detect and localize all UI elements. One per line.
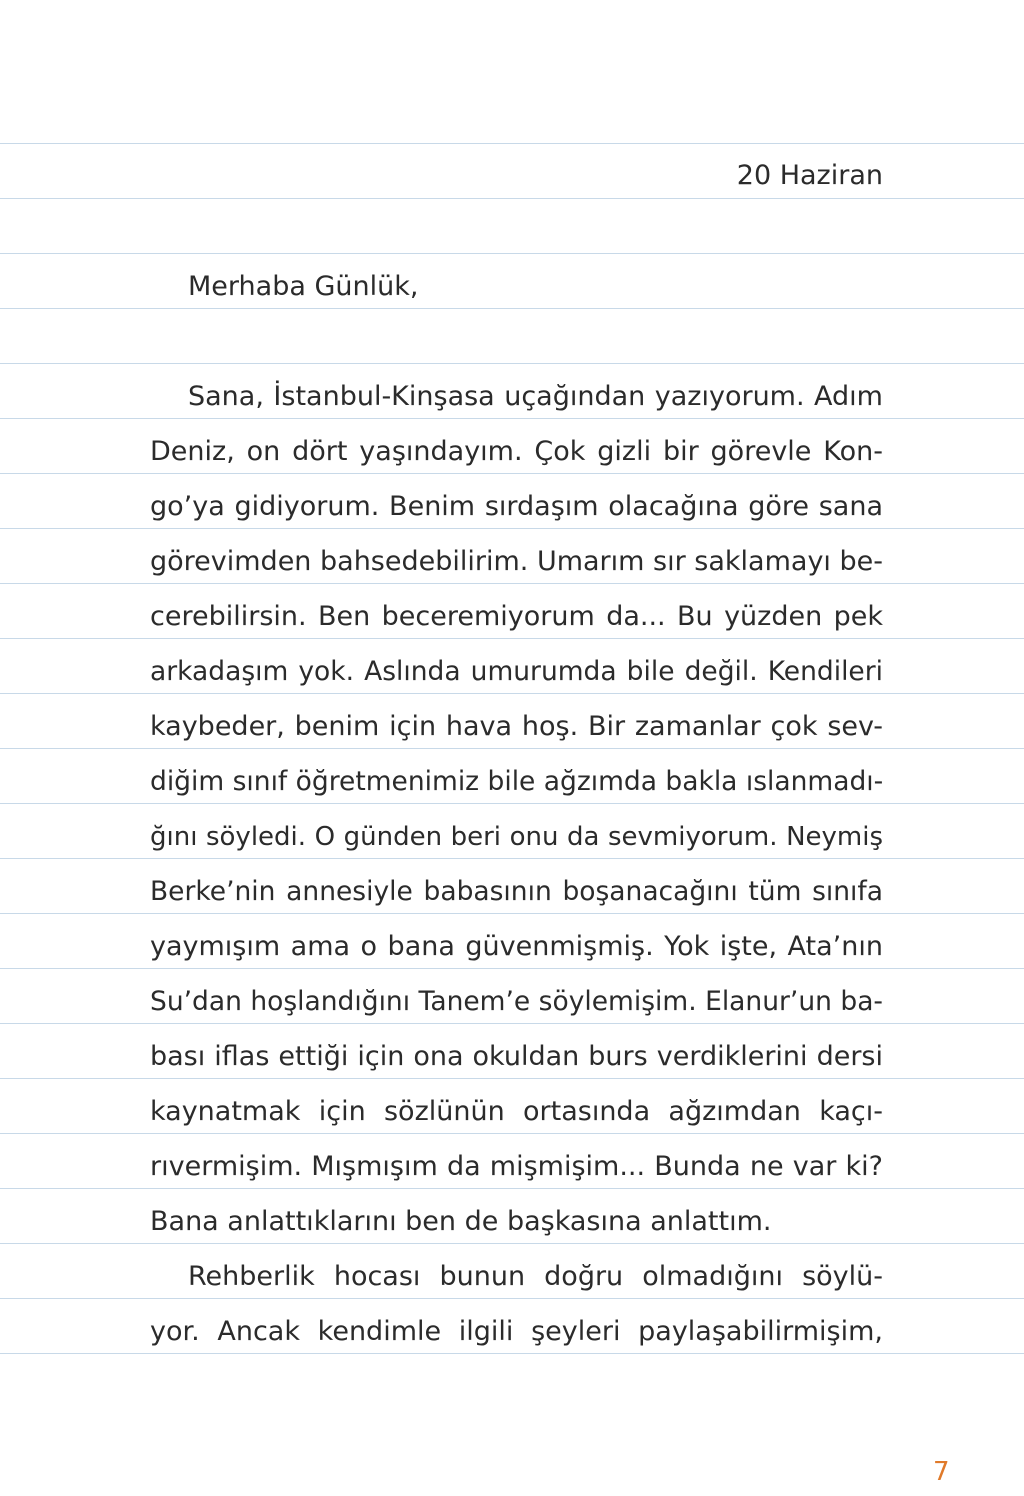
ruled-line <box>0 528 1024 529</box>
ruled-line <box>0 968 1024 969</box>
ruled-line <box>0 418 1024 419</box>
ruled-line <box>0 913 1024 914</box>
text-line: görevimden bahsedebilirim. Umarım sır saklamayı be- <box>150 546 883 577</box>
text-line: Berke’nin annesiyle babasının boşanacağını tüm sınıfa <box>150 876 883 907</box>
text-line: bası iflas ettiği için ona okuldan burs verdiklerini dersi <box>150 1041 883 1072</box>
ruled-line <box>0 1353 1024 1354</box>
ruled-line <box>0 473 1024 474</box>
ruled-line <box>0 198 1024 199</box>
text-line: ğını söyledi. O günden beri onu da sevmiyorum. Neymiş <box>150 822 883 852</box>
ruled-line <box>0 1023 1024 1024</box>
ruled-line <box>0 858 1024 859</box>
ruled-line <box>0 143 1024 144</box>
ruled-line <box>0 253 1024 254</box>
entry-greeting: Merhaba Günlük, <box>188 271 419 302</box>
text-line: yaymışım ama o bana güvenmişmiş. Yok işte, Ata’nın <box>150 931 883 962</box>
text-line: Su’dan hoşlandığını Tanem’e söylemişim. Elanur’un ba- <box>150 986 883 1017</box>
text-line: diğim sınıf öğretmenimiz bile ağzımda bakla ıslanmadı- <box>150 766 884 797</box>
ruled-line <box>0 363 1024 364</box>
text-line: kaynatmak için sözlünün ortasında ağzımdan kaçı- <box>150 1096 883 1127</box>
entry-date: 20 Haziran <box>736 160 883 191</box>
ruled-line <box>0 693 1024 694</box>
text-line: arkadaşım yok. Aslında umurumda bile değil. Kendileri <box>150 656 883 687</box>
ruled-line <box>0 1133 1024 1134</box>
text-line: Deniz, on dört yaşındayım. Çok gizli bir görevle Kon- <box>150 436 883 467</box>
text-line-last: Bana anlattıklarını ben de başkasına anlattım. <box>150 1206 772 1237</box>
ruled-line <box>0 583 1024 584</box>
text-line: Rehberlik hocası bunun doğru olmadığını söylü- <box>188 1261 883 1292</box>
ruled-line <box>0 638 1024 639</box>
page-number: 7 <box>933 1457 950 1487</box>
ruled-line <box>0 1298 1024 1299</box>
text-line: yor. Ancak kendimle ilgili şeyleri paylaşabilirmişim, <box>150 1316 883 1347</box>
ruled-line <box>0 748 1024 749</box>
text-line: rıvermişim. Mışmışım da mişmişim... Bunda ne var ki? <box>150 1151 883 1182</box>
text-line: kaybeder, benim için hava hoş. Bir zamanlar çok sev- <box>150 711 883 742</box>
text-line: Sana, İstanbul-Kinşasa uçağından yazıyorum. Adım <box>188 381 883 412</box>
text-line: go’ya gidiyorum. Benim sırdaşım olacağına göre sana <box>150 491 883 522</box>
ruled-line <box>0 1188 1024 1189</box>
text-line: cerebilirsin. Ben beceremiyorum da... Bu yüzden pek <box>150 601 883 632</box>
ruled-line <box>0 803 1024 804</box>
ruled-line <box>0 1243 1024 1244</box>
ruled-line <box>0 1078 1024 1079</box>
ruled-line <box>0 308 1024 309</box>
